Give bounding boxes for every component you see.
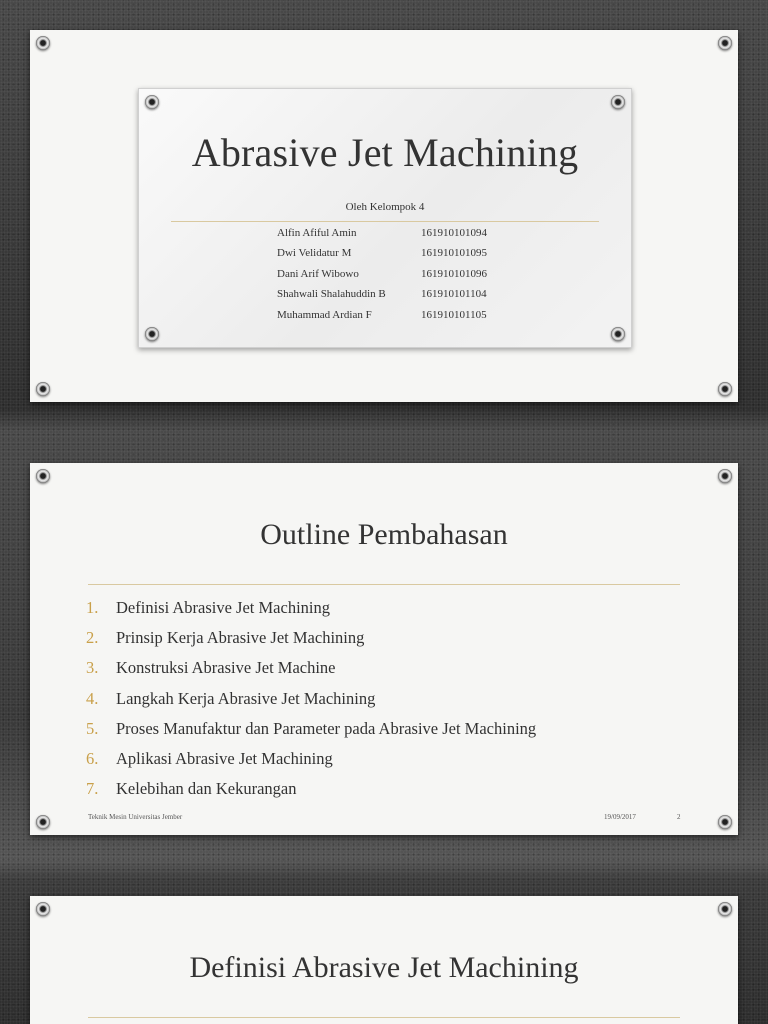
slide-title: Outline Pembahasan <box>260 518 508 551</box>
rivet-icon <box>145 327 159 341</box>
list-item <box>86 774 536 804</box>
member-name: Shahwali Shalahuddin B <box>277 288 386 301</box>
item-text: Prinsip Kerja Abrasive Jet Machining <box>116 628 365 648</box>
rivet-icon <box>611 327 625 341</box>
slide-1 <box>30 30 738 402</box>
member-row <box>277 223 487 243</box>
slide-3 <box>30 896 738 1024</box>
list-item <box>86 653 536 683</box>
item-text: Kelebihan dan Kekurangan <box>116 779 297 799</box>
item-text: Langkah Kerja Abrasive Jet Machining <box>116 688 376 708</box>
rivet-icon <box>145 95 159 109</box>
rivet-icon <box>36 902 50 916</box>
item-number: 1. <box>86 598 99 618</box>
member-name: Dwi Velidatur M <box>277 247 352 260</box>
item-number: 2. <box>86 628 99 648</box>
member-nim: 161910101096 <box>421 267 487 280</box>
rivet-icon <box>36 36 50 50</box>
rivet-icon <box>36 815 50 829</box>
item-text: Aplikasi Abrasive Jet Machining <box>116 749 333 769</box>
member-nim: 161910101095 <box>421 247 487 260</box>
member-name: Dani Arif Wibowo <box>277 267 359 280</box>
member-nim: 161910101105 <box>421 308 487 321</box>
rivet-icon <box>718 815 732 829</box>
member-row <box>277 284 487 304</box>
member-nim: 161910101104 <box>421 288 487 301</box>
rivet-icon <box>611 95 625 109</box>
divider <box>88 584 680 585</box>
rivet-icon <box>718 36 732 50</box>
rivet-icon <box>36 382 50 396</box>
rivet-icon <box>718 469 732 483</box>
list-item <box>86 623 536 653</box>
presentation-subtitle: Oleh Kelompok 4 <box>345 201 425 213</box>
member-row <box>277 264 487 284</box>
item-number: 5. <box>86 718 99 738</box>
member-row <box>277 243 487 263</box>
rivet-icon <box>36 469 50 483</box>
item-text: Definisi Abrasive Jet Machining <box>116 598 331 618</box>
list-item <box>86 714 536 744</box>
footer-date: 19/09/2017 <box>604 813 636 821</box>
slide-title: Definisi Abrasive Jet Machining <box>189 951 579 984</box>
presentation-title: Abrasive Jet Machining <box>191 130 579 175</box>
title-card <box>138 88 632 348</box>
item-number: 3. <box>86 658 99 678</box>
list-item <box>86 684 536 714</box>
item-number: 7. <box>86 779 99 799</box>
item-text: Konstruksi Abrasive Jet Machine <box>116 658 336 678</box>
divider <box>171 221 599 222</box>
member-list <box>277 223 487 325</box>
footer-left: Teknik Mesin Universitas Jember <box>88 813 183 821</box>
outline-list <box>86 593 536 804</box>
item-number: 4. <box>86 688 99 708</box>
member-nim: 161910101094 <box>421 227 487 239</box>
list-item <box>86 593 536 623</box>
rivet-icon <box>718 382 732 396</box>
item-number: 6. <box>86 749 99 769</box>
divider <box>88 1017 680 1018</box>
member-name: Alfin Afiful Amin <box>277 227 357 239</box>
item-text: Proses Manufaktur dan Parameter pada Abrasive Jet Machining <box>116 718 537 738</box>
list-item <box>86 744 536 774</box>
footer-page-number: 2 <box>677 813 681 821</box>
rivet-icon <box>718 902 732 916</box>
member-name: Muhammad Ardian F <box>277 308 372 321</box>
slide-2 <box>30 463 738 835</box>
member-row <box>277 305 487 325</box>
